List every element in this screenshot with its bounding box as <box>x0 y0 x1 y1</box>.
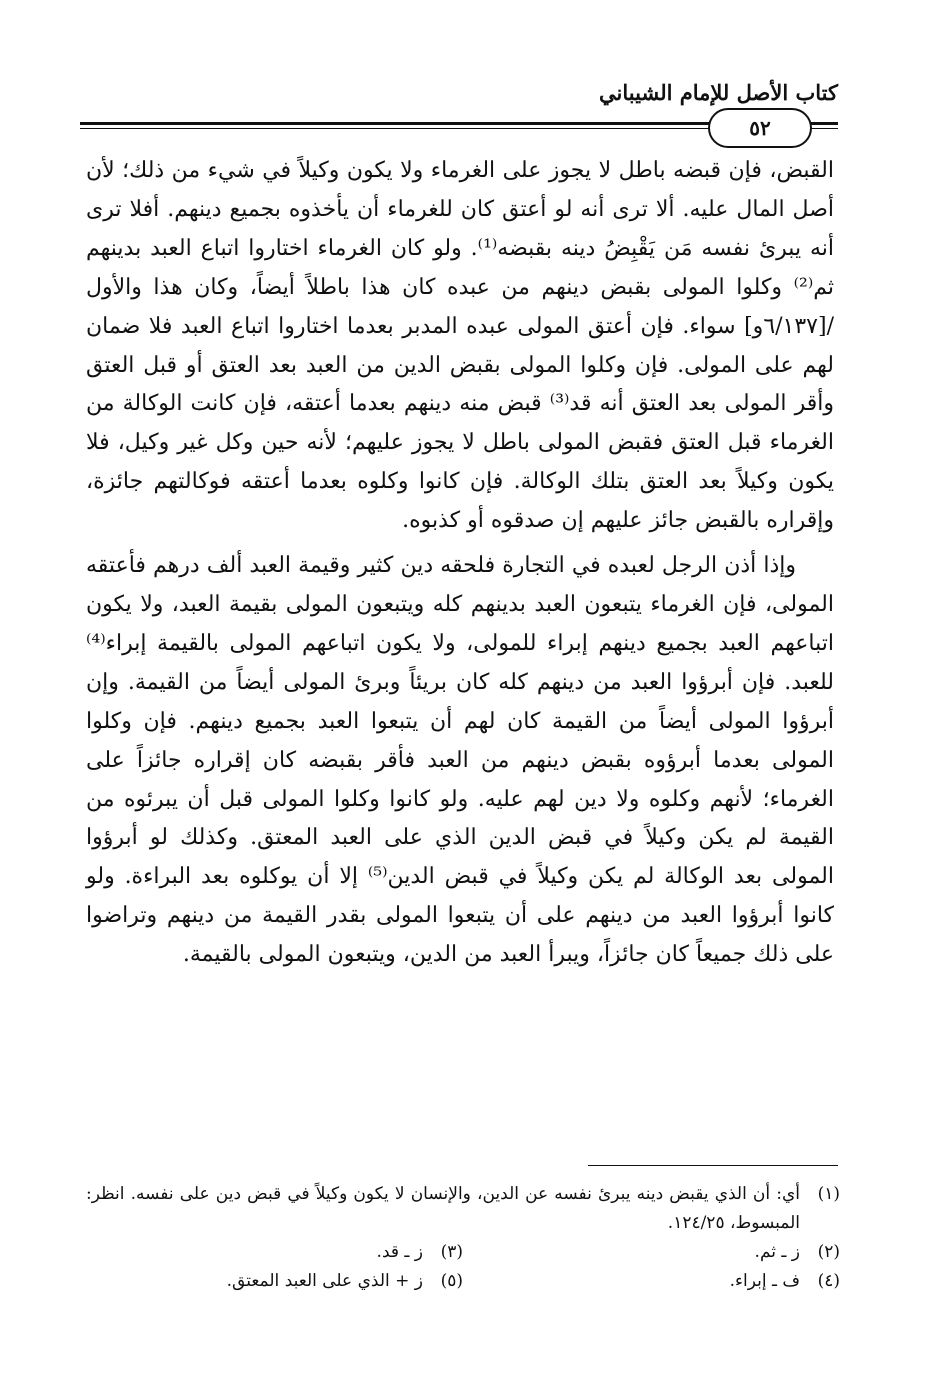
footnote-1 <box>86 1180 840 1238</box>
footnote-2 <box>463 1238 840 1267</box>
footnote-text: ز + الذي على العبد المعتق. <box>226 1271 423 1291</box>
footnote-text: أي: أن الذي يقبض دينه يبرئ نفسه عن الدين، والإنسان لا يكون وكيلاً في قبض دين على نفسه. انظر: المبسوط، ١٢٤/٢٥. <box>86 1184 800 1233</box>
running-header-title: كتاب الأصل للإمام الشيباني <box>599 80 838 105</box>
footnote-number: (١) <box>817 1184 840 1204</box>
paragraph-1: القبض، فإن قبضه باطل لا يجوز على الغرماء ولا يكون وكيلاً في شيء من ذلك؛ لأن أصل المال عليه. ألا ترى أنه لو أعتق كان للغرماء أن يأخذوه بجميع دينهم. أفلا ترى أنه يبرئ نفسه مَن يَقْبِضُ دينه بقبضه⁽¹⁾. ولو كان الغرماء اختاروا اتباع العبد بدينهم ثم⁽²⁾ وكلوا المولى بقبض دينهم من عبده كان هذا باطلاً أيضاً، وكان هذا والأول /[٦/١٣٧و] سواء. فإن أعتق المولى عبده المدبر بعدما اختاروا اتباع العبد فلا ضمان لهم على المولى. فإن وكلوا المولى بقبض الدين من العبد بعد العتق أو قبل العتق وأقر المولى بعد العتق أنه قد⁽³⁾ قبض منه دينهم بعدما أعتقه، فإن كانت الوكالة من الغرماء قبل العتق فقبض المولى باطل لا يجوز عليهم؛ لأنه حين وكل غير وكيل، فلا يكون وكيلاً بعد العتق بتلك الوكالة. فإن كانوا وكلوه بعدما أعتقه فوكالتهم جائزة، وإقراره بالقبض جائز عليهم إن صدقوه أو كذبوه. <box>86 158 834 534</box>
footnote-number: (٤) <box>817 1271 840 1291</box>
footnote-text: ز ـ ثم. <box>754 1242 800 1262</box>
footnote-row <box>86 1267 840 1296</box>
footnote-separator <box>588 1165 838 1166</box>
footnote-number: (٣) <box>440 1242 463 1262</box>
footnote-number: (٥) <box>440 1271 463 1291</box>
footnote-number: (٢) <box>817 1242 840 1262</box>
page-number: ٥٢ <box>708 108 812 148</box>
main-text <box>86 152 834 975</box>
footnote-row <box>86 1238 840 1267</box>
footnote-text: ز ـ قد. <box>376 1242 423 1262</box>
footnote-5 <box>86 1267 463 1296</box>
footnote-4 <box>463 1267 840 1296</box>
paragraph-2: وإذا أذن الرجل لعبده في التجارة فلحقه دين كثير وقيمة العبد ألف درهم فأعتقه المولى، فإن الغرماء يتبعون العبد بدينهم كله ويتبعون المولى بقيمة العبد، ولا يكون اتباعهم العبد بجميع دينهم إبراء للمولى، ولا يكون اتباعهم المولى بالقيمة إبراء⁽⁴⁾ للعبد. فإن أبرؤوا العبد من دينهم كله كان بريئاً وبرئ المولى أيضاً من القيمة. وإن أبرؤوا المولى أيضاً من القيمة كان لهم أن يتبعوا العبد بجميع دينهم. فإن وكلوا المولى بعدما أبرؤوه بقبض دينهم من العبد فأقر بقبضه كان إقراره جائزاً على الغرماء؛ لأنهم وكلوه ولا دين لهم عليه. ولو كانوا وكلوا المولى قبل أن يبرئوه من القيمة لم يكن وكيلاً في قبض الدين الذي على العبد المعتق. وكذلك لو أبرؤوا المولى بعد الوكالة لم يكن وكيلاً في قبض الدين⁽⁵⁾ إلا أن يوكلوه بعد البراءة. ولو كانوا أبرؤوا العبد من دينهم على أن يتبعوا المولى بقدر القيمة من دينهم وتراضوا على ذلك جميعاً كان جائزاً، ويبرأ العبد من الدين، ويتبعون المولى بالقيمة. <box>86 553 834 968</box>
footnotes <box>86 1180 840 1296</box>
footnote-text: ف ـ إبراء. <box>729 1271 800 1291</box>
footnote-3 <box>86 1238 463 1267</box>
